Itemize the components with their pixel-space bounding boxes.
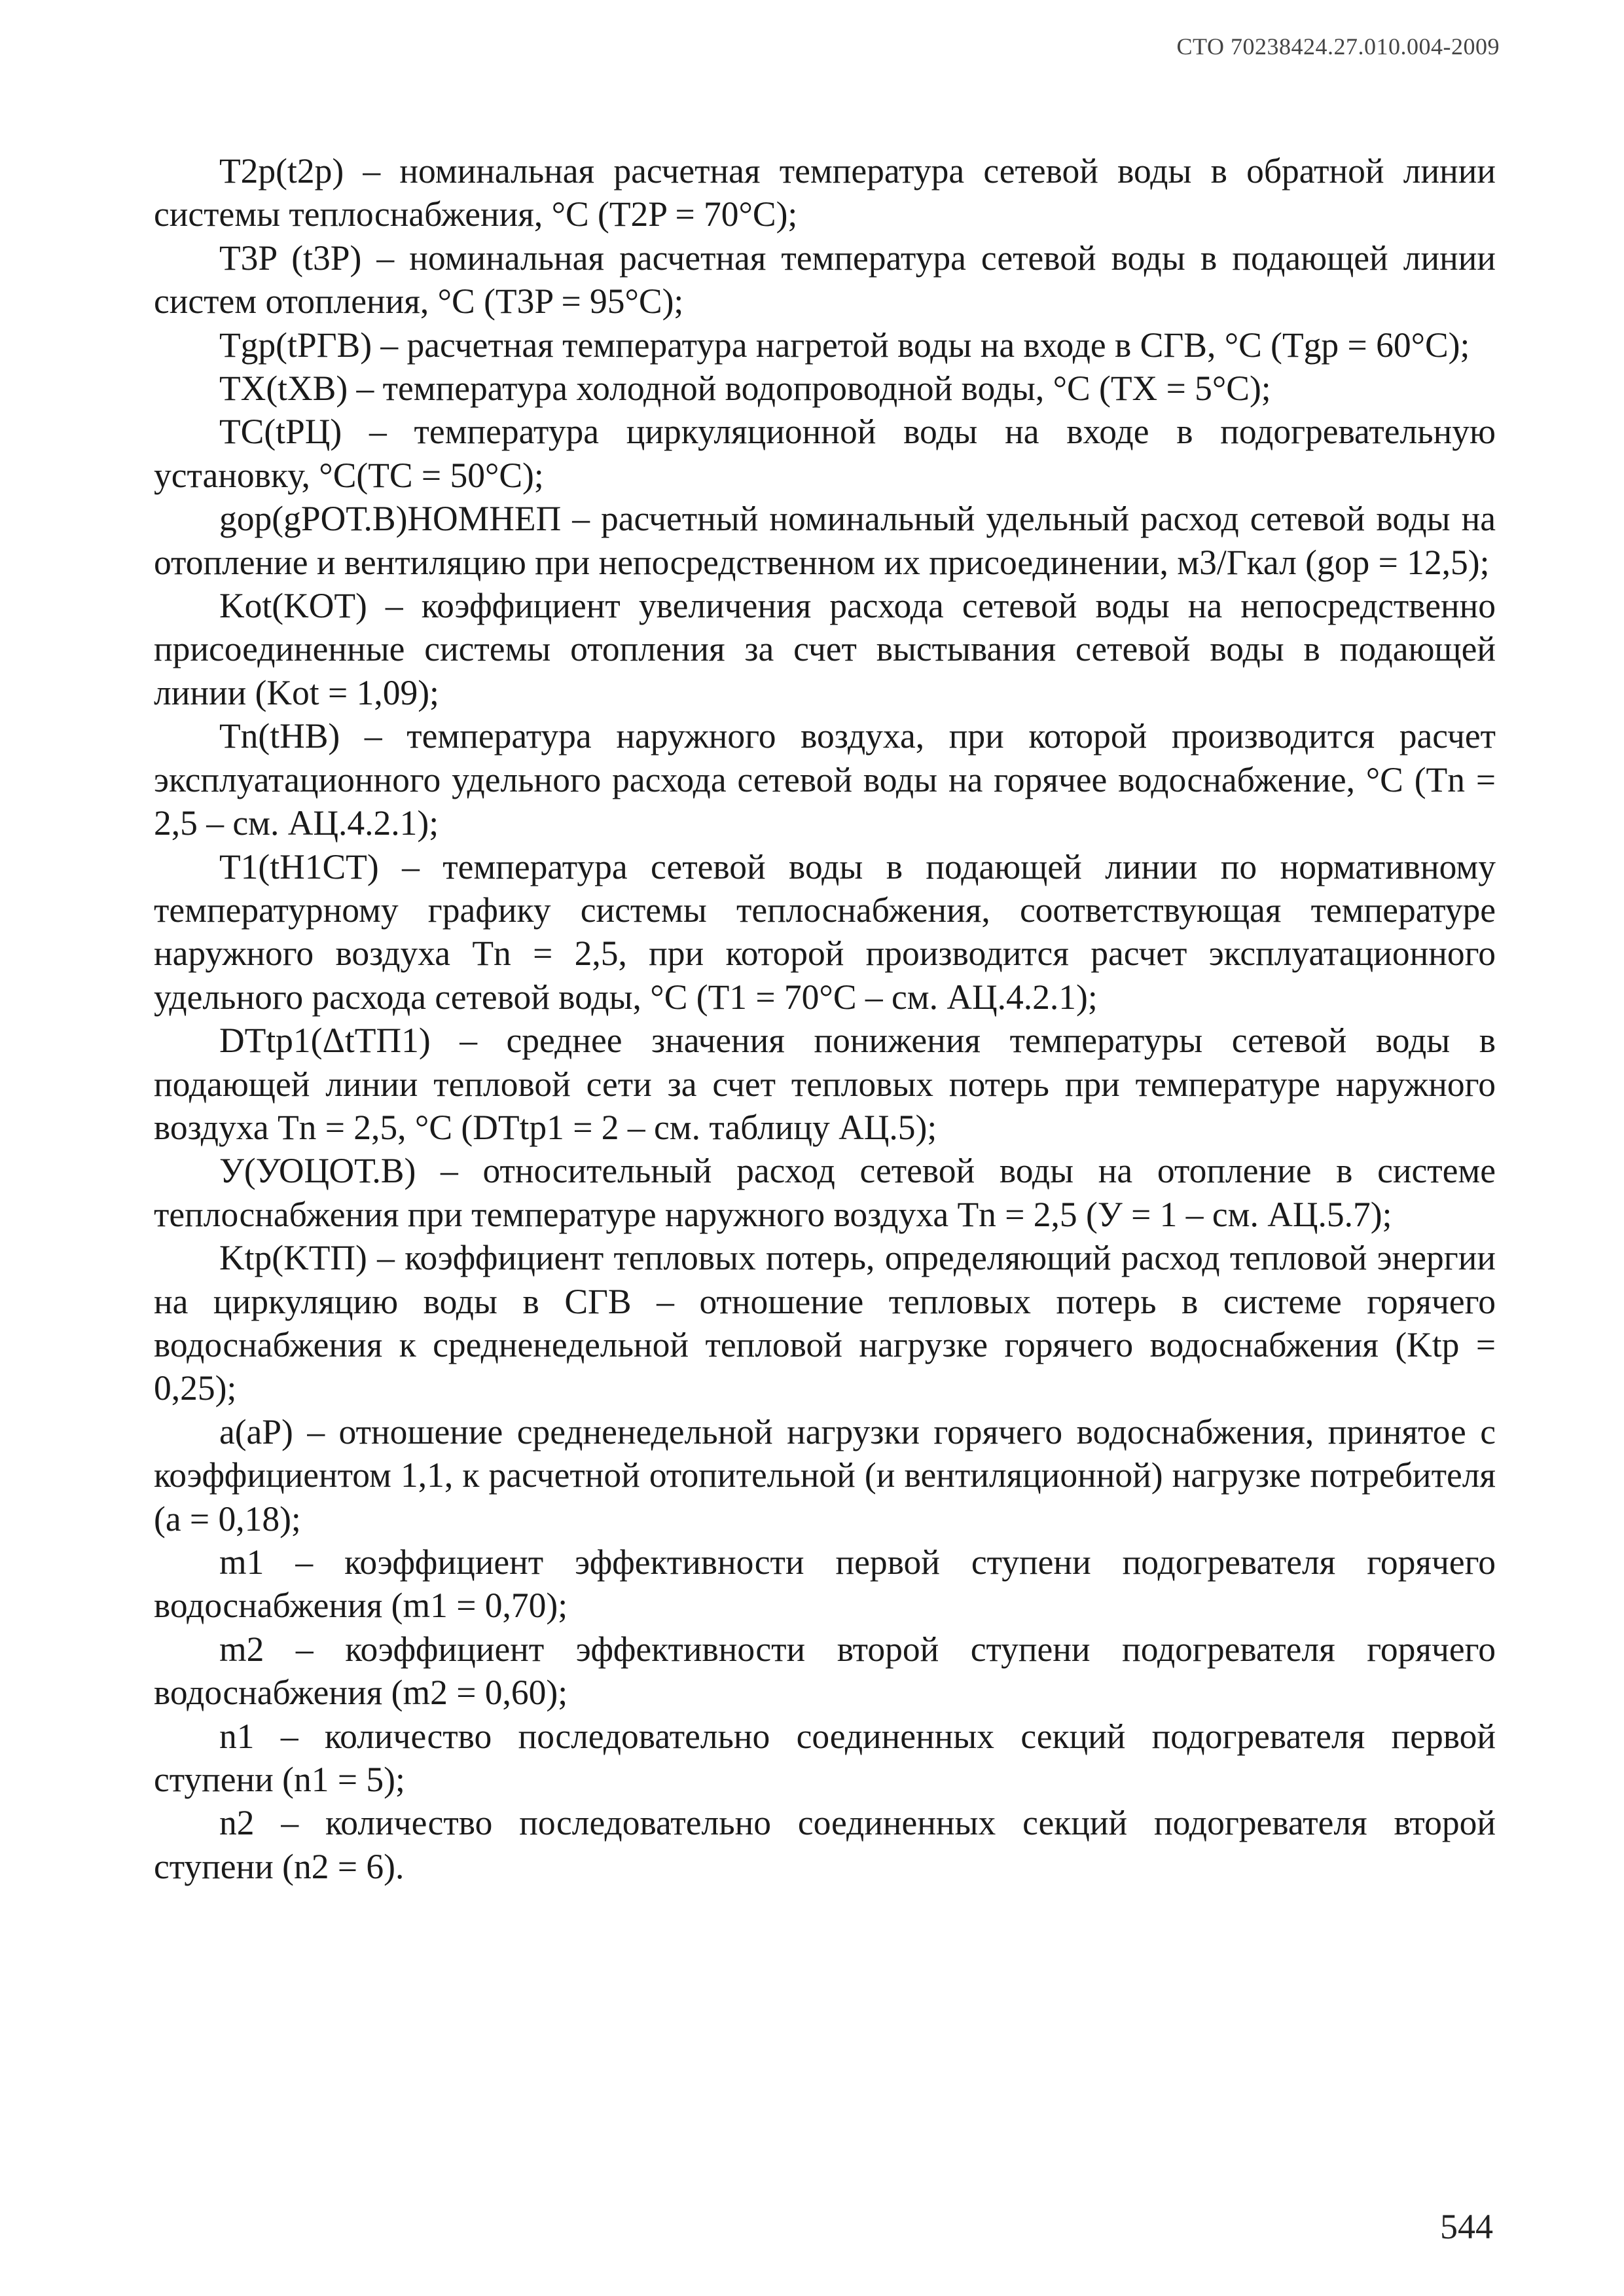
definitions-list xyxy=(154,149,1496,1888)
document-header: СТО 70238424.27.010.004-2009 xyxy=(1176,33,1500,60)
definition-t1: T1(tН1СТ) – температура сетевой воды в подающей линии по нормативному температурному графику системы теплоснабжения, соответствующая температуре наружного воздуха Tn = 2,5, при которой производится расчет эксплуатационного удельного расхода сетевой воды, °С (T1 = 70°С – см. АЦ.4.2.1); xyxy=(154,847,1496,1017)
definition-n1: n1 – количество последовательно соединенных секций подогревателя первой ступени (n1 = 5); xyxy=(154,1716,1496,1800)
definition-n2: n2 – количество последовательно соединенных секций подогревателя второй ступени (n2 = 6). xyxy=(154,1803,1496,1886)
definition-m2: m2 – коэффициент эффективности второй ступени подогревателя горячего водоснабжения (m2 = 0,60); xyxy=(154,1629,1496,1713)
definition-gop: gop(gPОТ.В)НОМНЕП – расчетный номинальный удельный расход сетевой воды на отопление и вентиляцию при непосредственном их присоединении, м3/Гкал (gop = 12,5); xyxy=(154,499,1496,582)
definition-y: У(УОЦОТ.В) – относительный расход сетевой воды на отопление в системе теплоснабжения при температуре наружного воздуха Tn = 2,5 (У = 1 – см. АЦ.5.7); xyxy=(154,1151,1496,1234)
definition-tx: TX(tXB) – температура холодной водопроводной воды, °С (TX = 5°С); xyxy=(219,369,1271,409)
definition-ktp: Ktp(KТП) – коэффициент тепловых потерь, определяющий расход тепловой энергии на циркуляцию воды в СГВ – отношение тепловых потерь в системе горячего водоснабжения к средненедельной тепловой нагрузке горячего водоснабжения (Ktp = 0,25); xyxy=(154,1238,1496,1408)
definition-t3p: T3P (t3P) – номинальная расчетная температура сетевой воды в подающей линии систем отопления, °С (T3P = 95°С); xyxy=(154,238,1496,321)
definition-tc: TC(tPЦ) – температура циркуляционной воды на входе в подогревательную установку, °С(TC = 50°С); xyxy=(154,412,1496,495)
definition-tgp: Tgp(tPГВ) – расчетная температура нагретой воды на входе в СГВ, °С (Tgp = 60°С); xyxy=(219,325,1470,365)
definition-m1: m1 – коэффициент эффективности первой ступени подогревателя горячего водоснабжения (m1 = 0,70); xyxy=(154,1542,1496,1626)
definition-a: a(aP) – отношение средненедельной нагрузки горячего водоснабжения, принятое с коэффициентом 1,1, к расчетной отопительной (и вентиляционной) нагрузке потребителя (a = 0,18); xyxy=(154,1412,1496,1539)
definition-kot: Kot(KОТ) – коэффициент увеличения расхода сетевой воды на непосредственно присоединенные системы отопления за счет выстывания сетевой воды в подающей линии (Kot = 1,09); xyxy=(154,586,1496,712)
page-number: 544 xyxy=(1440,2207,1493,2246)
definition-t2p: T2p(t2p) – номинальная расчетная температура сетевой воды в обратной линии системы теплоснабжения, °С (T2P = 70°С); xyxy=(154,151,1496,234)
definition-dttp1: DTtp1(ΔtТП1) – среднее значения понижения температуры сетевой воды в подающей линии тепловой сети за счет тепловых потерь при температуре наружного воздуха Tn = 2,5, °С (DTtp1 = 2 – см. таблицу АЦ.5); xyxy=(154,1021,1496,1147)
definition-tn: Tn(tНВ) – температура наружного воздуха, при которой производится расчет эксплуатационного удельного расхода сетевой воды на горячее водоснабжение, °С (Tn = 2,5 – см. АЦ.4.2.1); xyxy=(154,716,1496,843)
